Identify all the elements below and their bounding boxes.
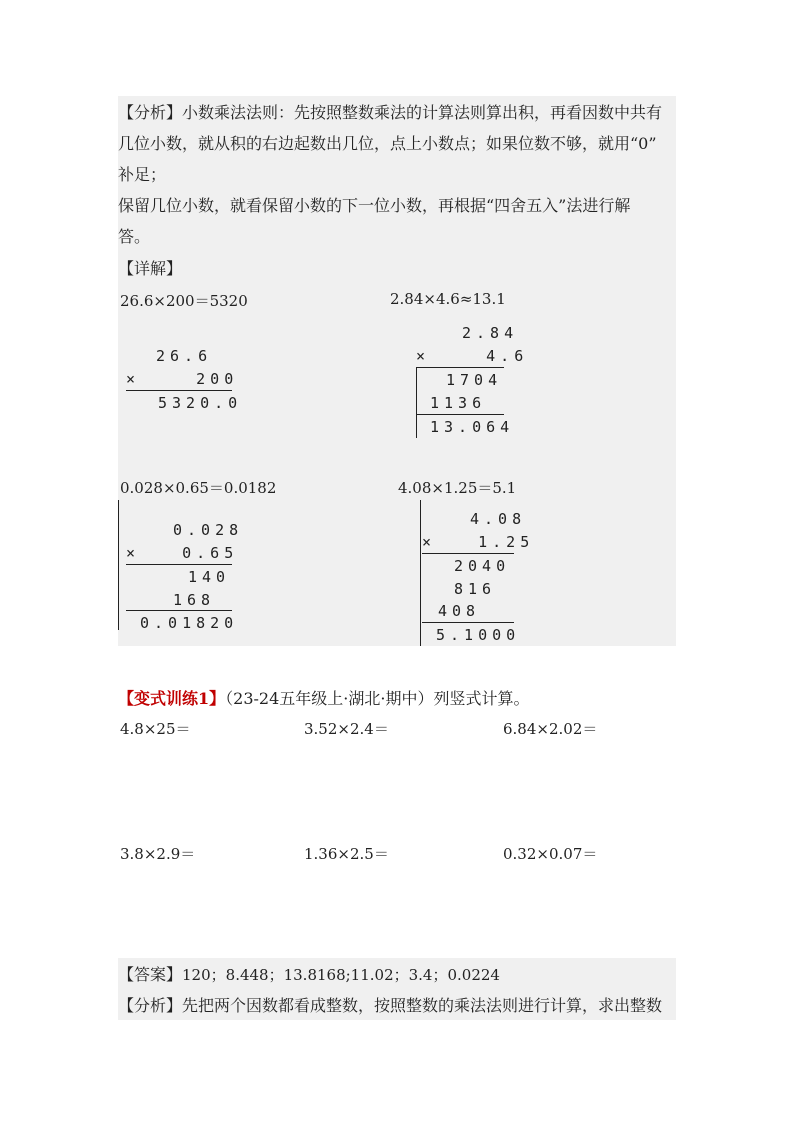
analysis-tag: 【分析】 bbox=[118, 103, 183, 122]
problem-4-partial-2: 816 bbox=[454, 580, 497, 598]
problem-2-rule-1 bbox=[416, 367, 504, 368]
analysis-2-text: 先把两个因数都看成整数，按照整数的乘法法则进行计算，求出整数 bbox=[182, 996, 663, 1015]
problem-4-rule-1 bbox=[422, 553, 514, 554]
problem-4-multiplier: × 1.25 bbox=[422, 533, 535, 551]
problem-4-rule-2 bbox=[422, 622, 514, 623]
exercise-item-4: 3.8×2.9＝ bbox=[120, 845, 196, 863]
exercise-description: （23-24五年级上·湖北·期中）列竖式计算。 bbox=[225, 689, 530, 708]
problem-2-product: 13.064 bbox=[430, 418, 515, 436]
problem-4-equation: 4.08×1.25＝5.1 bbox=[398, 479, 517, 497]
analysis-2-tag: 【分析】 bbox=[118, 996, 183, 1015]
problem-1-multiplier: × 200 bbox=[126, 370, 239, 388]
analysis-block bbox=[118, 96, 676, 646]
exercise-tag: 【变式训练1】 bbox=[118, 689, 226, 708]
problem-2-multiplier: × 4.6 bbox=[416, 347, 529, 365]
problem-1-rule bbox=[126, 390, 232, 391]
detail-tag: 【详解】 bbox=[118, 259, 183, 278]
problem-3-equation: 0.028×0.65＝0.0182 bbox=[120, 479, 277, 497]
problem-3-partial-1: 140 bbox=[188, 568, 231, 586]
exercise-item-6: 0.32×0.07＝ bbox=[503, 845, 598, 863]
exercise-item-5: 1.36×2.5＝ bbox=[304, 845, 389, 863]
analysis-2-line bbox=[118, 995, 662, 1017]
exercise-item-1: 4.8×25＝ bbox=[120, 720, 191, 738]
problem-1-multiplicand: 26.6 bbox=[156, 347, 213, 365]
analysis-line-4: 保留几位小数，就看保留小数的下一位小数，再根据“四舍五入”法进行解 bbox=[118, 196, 631, 215]
problem-2-multiplicand: 2.84 bbox=[462, 324, 519, 342]
problem-1-equation: 26.6×200＝5320 bbox=[120, 292, 248, 310]
problem-3-partial-2: 168 bbox=[173, 591, 216, 609]
problem-3-bracket bbox=[118, 500, 119, 630]
answer-line bbox=[118, 964, 500, 986]
problem-3-product: 0.01820 bbox=[140, 614, 239, 632]
problem-3-multiplicand: 0.028 bbox=[173, 521, 244, 539]
problem-2-equation: 2.84×4.6≈13.1 bbox=[390, 290, 506, 308]
exercise-item-2: 3.52×2.4＝ bbox=[304, 720, 389, 738]
problem-2-rule-2 bbox=[416, 414, 504, 415]
answer-block bbox=[118, 958, 676, 1020]
analysis-line-5: 答。 bbox=[118, 227, 151, 246]
problem-4-multiplicand: 4.08 bbox=[470, 510, 527, 528]
analysis-line-1: 【分析】小数乘法法则：先按照整数乘法的计算法则算出积，再看因数中共有 bbox=[118, 103, 663, 122]
problem-4-product: 5.1000 bbox=[436, 626, 521, 644]
problem-2-partial-2: 1136 bbox=[430, 394, 487, 412]
exercise-heading bbox=[118, 686, 529, 709]
problem-3-rule-2 bbox=[126, 610, 232, 611]
analysis-line-2: 几位小数，就从积的右边起数出几位，点上小数点；如果位数不够，就用“0” bbox=[118, 134, 657, 153]
problem-2-bracket bbox=[416, 368, 417, 438]
analysis-line-3: 补足； bbox=[118, 165, 167, 184]
problem-4-bracket bbox=[420, 500, 421, 646]
answer-text: 120；8.448；13.8168;11.02；3.4；0.0224 bbox=[182, 966, 500, 984]
exercise-item-3: 6.84×2.02＝ bbox=[503, 720, 598, 738]
problem-1-product: 5320.0 bbox=[158, 394, 243, 412]
problem-3-rule-1 bbox=[126, 564, 232, 565]
problem-4-partial-3: 408 bbox=[438, 602, 481, 620]
answer-tag: 【答案】 bbox=[118, 965, 183, 984]
problem-4-partial-1: 2040 bbox=[454, 557, 511, 575]
problem-3-multiplier: × 0.65 bbox=[126, 544, 239, 562]
problem-2-partial-1: 1704 bbox=[446, 371, 503, 389]
